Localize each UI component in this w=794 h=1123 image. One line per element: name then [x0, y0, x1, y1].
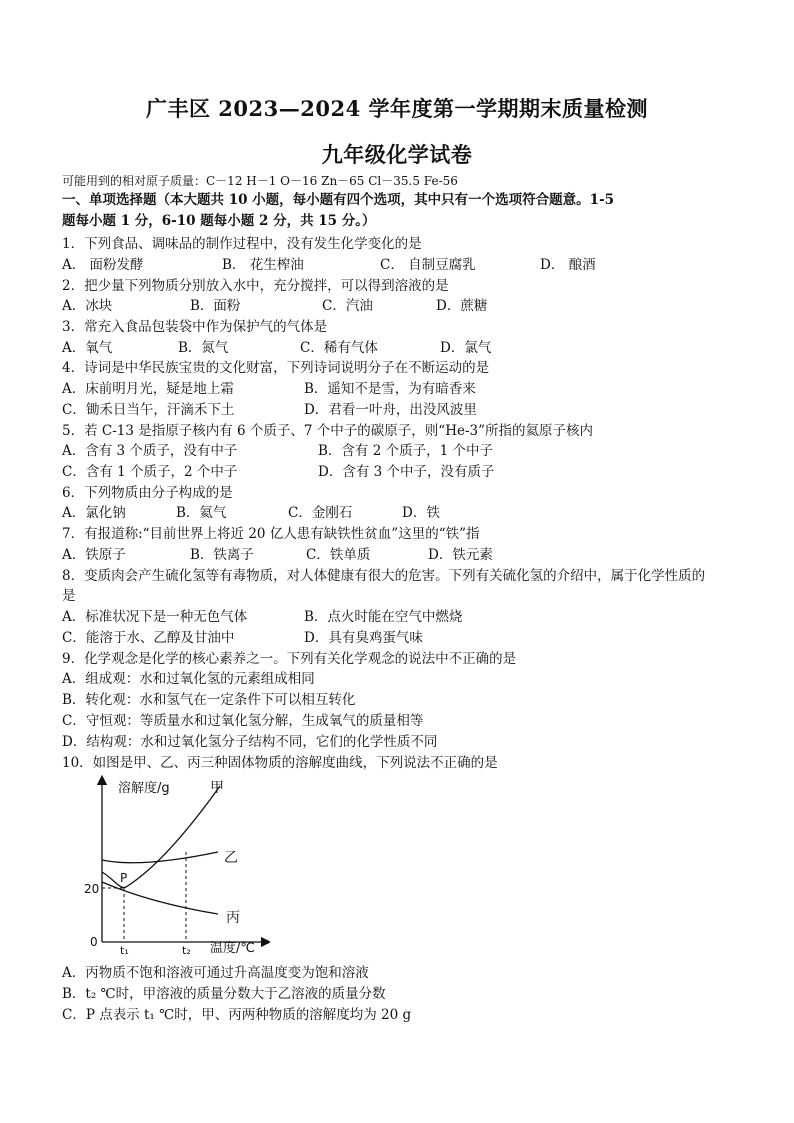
q4-option-d: D．君看一叶舟，出没风波里: [304, 402, 477, 418]
point-p-label: P: [120, 871, 128, 885]
y-20-label: 20: [84, 882, 100, 896]
q8-option-c: C．能溶于水、乙醇及甘油中: [62, 630, 235, 646]
question-4-stem: 4．诗词是中华民族宝贵的文化财富，下列诗词说明分子在不断运动的是: [62, 360, 490, 376]
origin-label: 0: [90, 935, 98, 949]
q3-option-c: C．稀有气体: [300, 340, 378, 356]
x-axis-label: 温度/℃: [210, 941, 255, 956]
curve-bing: [102, 882, 218, 914]
q5-option-b: B．含有 2 个质子，1 个中子: [318, 443, 493, 459]
question-9-stem: 9．化学观念是化学的核心素养之一。下列有关化学观念的说法中不正确的是: [62, 651, 517, 667]
q1-option-c: C． 自制豆腐乳: [380, 257, 476, 273]
solubility-curve-graph: [70, 772, 270, 962]
question-8-stem-cont: 是: [62, 588, 76, 604]
q2-option-d: D．蔗糖: [436, 298, 488, 314]
q2-option-a: A．冰块: [62, 298, 113, 314]
q4-option-a: A．床前明月光，疑是地上霜: [62, 381, 234, 397]
q7-option-c: C．铁单质: [306, 547, 371, 563]
t1-label: t₁: [120, 944, 129, 957]
atomic-masses: 可能用到的相对原子质量：C－12 H－1 O－16 Zn－65 Cl－35.5 Fe-56: [62, 174, 458, 188]
q10-option-c: C．P 点表示 t₁ ℃时，甲、丙两种物质的溶解度均为 20 g: [62, 1007, 412, 1023]
q10-option-a: A．丙物质不饱和溶液可通过升高温度变为饱和溶液: [62, 965, 369, 981]
question-1-stem: 1．下列食品、调味品的制作过程中，没有发生化学变化的是: [62, 236, 422, 252]
q10-option-b: B．t₂ ℃时，甲溶液的质量分数大于乙溶液的质量分数: [62, 986, 386, 1002]
q5-option-a: A．含有 3 个质子，没有中子: [62, 443, 238, 459]
question-6-stem: 6．下列物质由分子构成的是: [62, 485, 233, 501]
q1-option-b: B． 花生榨油: [222, 257, 304, 273]
q4-option-b: B．遥知不是雪，为有暗香来: [304, 381, 476, 397]
question-7-stem: 7．有报道称:“目前世界上将近 20 亿人患有缺铁性贫血”这里的“铁”指: [62, 526, 480, 542]
section1-heading-line1: 一、单项选择题（本大题共 10 小题，每小题有四个选项，其中只有一个选项符合题意。1-5: [62, 192, 615, 208]
q3-option-a: A．氧气: [62, 340, 113, 356]
q7-option-a: A．铁原子: [62, 547, 126, 563]
q7-option-d: D．铁元素: [428, 547, 493, 563]
question-5-stem: 5．若 C-13 是指原子核内有 6 个质子、7 个中子的碳原子，则“He-3”所指的氦原子核内: [62, 423, 594, 439]
t2-label: t₂: [182, 944, 191, 957]
q8-option-a: A．标准状况下是一种无色气体: [62, 609, 248, 625]
question-10-stem: 10．如图是甲、乙、丙三种固体物质的溶解度曲线，下列说法不正确的是: [62, 755, 498, 771]
q6-option-b: B．氦气: [176, 505, 227, 521]
question-8-stem: 8．变质肉会产生硫化氢等有毒物质，对人体健康有很大的危害。下列有关硫化氢的介绍中，属于化学性质的: [62, 568, 706, 584]
curve-bing-label: 丙: [226, 910, 240, 926]
exam-title: 广丰区 2023—2024 学年度第一学期期末质量检测: [145, 96, 648, 121]
q4-option-c: C．锄禾日当午，汗滴禾下土: [62, 402, 235, 418]
curve-jia-label: 甲: [210, 780, 224, 796]
q9-option-c: C．守恒观：等质量水和过氧化氢分解，生成氧气的质量相等: [62, 713, 424, 729]
q7-option-b: B．铁离子: [190, 547, 254, 563]
curve-yi: [102, 852, 218, 863]
q2-option-b: B．面粉: [190, 298, 241, 314]
q2-option-c: C．汽油: [322, 298, 373, 314]
question-3-stem: 3．常充入食品包装袋中作为保护气的气体是: [62, 319, 328, 335]
question-2-stem: 2．把少量下列物质分别放入水中，充分搅拌，可以得到溶液的是: [62, 278, 449, 294]
exam-subtitle: 九年级化学试卷: [321, 142, 473, 167]
q6-option-a: A．氯化钠: [62, 505, 126, 521]
q1-option-d: D． 酿酒: [540, 257, 596, 273]
q8-option-b: B．点火时能在空气中燃烧: [304, 609, 463, 625]
q3-option-b: B．氮气: [178, 340, 229, 356]
y-axis-label: 溶解度/g: [118, 781, 170, 796]
q3-option-d: D．氯气: [440, 340, 492, 356]
q9-option-d: D．结构观：水和过氧化氢分子结构不同，它们的化学性质不同: [62, 734, 438, 750]
q5-option-c: C．含有 1 个质子，2 个中子: [62, 464, 238, 480]
q9-option-b: B．转化观：水和氢气在一定条件下可以相互转化: [62, 692, 356, 708]
q9-option-a: A．组成观：水和过氧化氢的元素组成相同: [62, 671, 315, 687]
q8-option-d: D．具有臭鸡蛋气味: [304, 630, 423, 646]
q6-option-d: D．铁: [402, 505, 440, 521]
q6-option-c: C．金刚石: [288, 505, 353, 521]
curve-yi-label: 乙: [224, 850, 238, 866]
q5-option-d: D．含有 3 个中子，没有质子: [318, 464, 495, 480]
section1-heading-line2: 题每小题 1 分，6-10 题每小题 2 分，共 15 分。）: [62, 213, 376, 229]
q1-option-a: A． 面粉发酵: [62, 257, 144, 273]
